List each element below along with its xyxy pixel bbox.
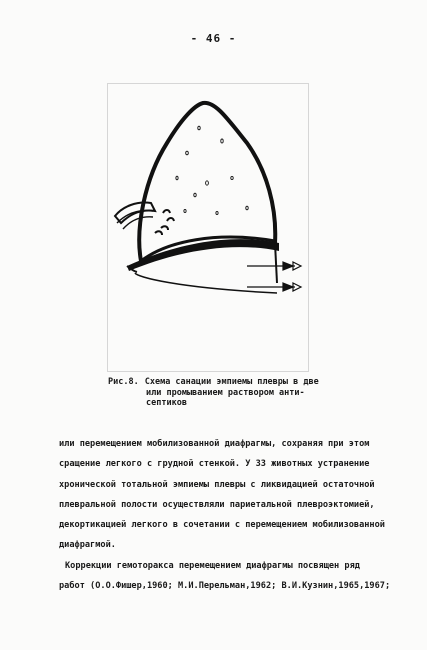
caption-label: Рис.8. (108, 377, 139, 387)
alveolar-dots (176, 126, 248, 214)
arrows (247, 262, 301, 291)
caption-line-1: Схема санации эмпиемы плевры в две (144, 377, 319, 387)
caption-line-2: или промыванием раствором анти- (146, 387, 305, 398)
suture-marks (155, 210, 174, 235)
body-line: декортикацией легкого в сочетании с перемещением мобилизованной (59, 520, 385, 531)
body-text (59, 434, 397, 596)
lung-diagram-figure (107, 83, 307, 370)
body-line: диафрагмой. (59, 540, 116, 551)
body-line: Коррекции гемоторакса перемещением диафрагмы посвящен ряд (65, 560, 360, 571)
body-line: плевральной полости осуществляли париетальной плевроэктомией, (59, 499, 375, 510)
body-line: сращение легкого с грудной стенкой. У 33 животных устранение (59, 459, 370, 470)
body-line: работ (О.О.Фишер,1960; М.И.Перельман,1962; В.И.Кузнин,1965,1967; (59, 581, 391, 592)
caption-line-3: септиков (146, 398, 187, 408)
bottom-contour (135, 273, 277, 293)
body-line: или перемещением мобилизованной диафрагмы, сохраняя при этом (59, 439, 370, 449)
page-number: - 46 - (190, 32, 237, 45)
figure-caption (108, 377, 338, 409)
body-line: хронической тотальной эмпиемы плевры с ликвидацией остаточной (59, 479, 375, 490)
